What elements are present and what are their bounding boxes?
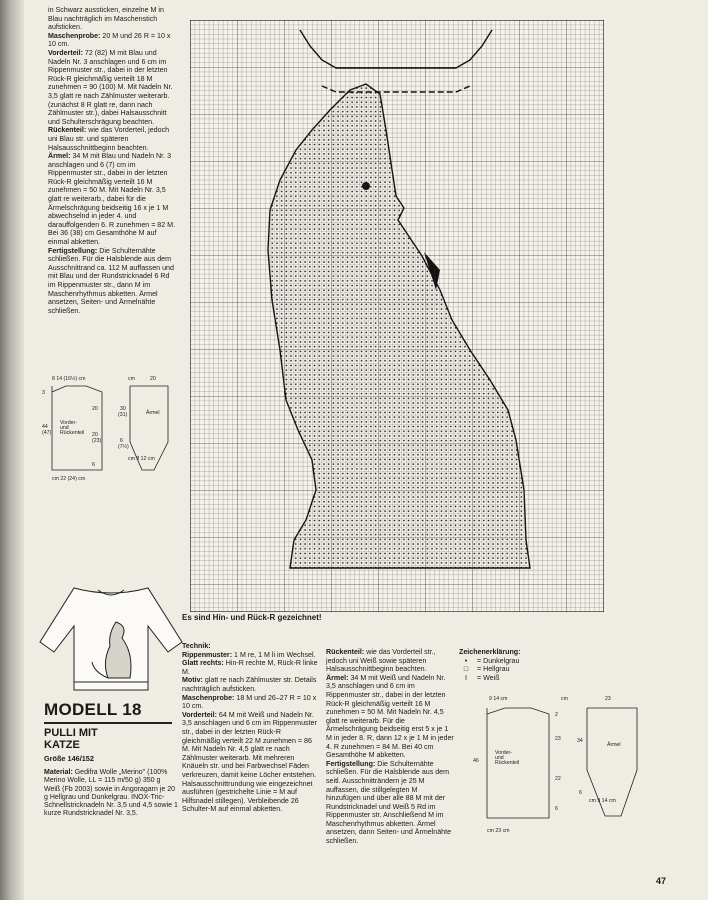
svg-text:Ärmel: Ärmel [607,742,621,748]
instructions-column-c [326,648,454,846]
para: Ärmel: 34 M mit Blau und Nadeln Nr. 3 anschlagen und 6 (7) cm im Rippenmuster str., dabei in der letzten Rück-R gleichmäßig verteilt 16 M zunehmen = 50 M. Mit Nadeln Nr. 3,5 glatt re weiterarb., dabei für die Ärmelschrägung beidseitig 16 x je 1 M abwechselnd in jeder 4. und darauffolgenden 6. R zunehmen = 82 M. Bei 36 (38) cm Gesamthöhe M auf einmal abketten. [48,152,176,247]
bar-symbol-icon: I [465,673,467,682]
para: Technik: [182,642,211,650]
page-spine-shadow [0,0,24,900]
legend-item: I = Weiß [459,674,579,683]
svg-text:cm 22 (24) cm: cm 22 (24) cm [52,476,86,482]
svg-text:22: 22 [555,776,561,782]
svg-text:und: und [60,425,69,431]
para: Rückenteil: wie das Vorderteil, jedoch uni Blau str. und späteren Halsausschnittbeginn beachten. [48,126,170,152]
svg-text:6: 6 [92,462,95,468]
svg-text:20: 20 [92,432,98,438]
svg-text:30: 30 [120,406,126,412]
svg-text:2: 2 [555,712,558,718]
svg-text:23: 23 [555,736,561,742]
svg-text:cm: cm [128,376,135,382]
size-label: Größe 146/152 [44,754,94,763]
svg-text:46: 46 [473,758,479,764]
para: Ärmel: 34 M mit Weiß und Nadeln Nr. 3,5 anschlagen und 6 cm im Rippenmuster str., dabei in der letzten Rück-R gleichmäßig verteilt 16 M zunehmen = 50 M. Mit Nadeln Nr. 4,5 glatt re weiterarb. Für die Ärmelschrägung beidseitig erst 5 x je 1 M in jeder 8. R, dann 12 x je 1 M in jeder 4. R zunehmen = 84 M. Bei 40 cm Gesamthöhe M abketten. [326,673,454,760]
title-divider [44,722,172,724]
legend [459,648,579,682]
para: Fertigstellung: Die Schulternähte schließen. Für die Halsblende aus dem Ausschnittrand ca. 112 M auffassen und mit Blau und der Rundstricknadel 6 Rd im Rippenmuster str., dann M im Maschenrhythmus abketten. Ärmel ansetzen, Seiten- und Ärmelnähte schließen. [48,246,174,315]
model-title: MODELL 18 [44,700,142,719]
knitting-chart [190,20,604,612]
para: Maschenprobe: 18 M und 26–27 R = 10 x 10 cm. [182,693,317,711]
svg-text:3: 3 [42,390,45,396]
svg-text:Vorder-: Vorder- [495,750,513,756]
svg-text:cm 23 cm: cm 23 cm [487,828,510,834]
svg-text:(31): (31) [118,412,128,418]
svg-text:(47): (47) [42,430,52,436]
para: in Schwarz aussticken, einzelne M in Blau nachträglich im Maschenstich aufsticken. [48,6,164,32]
para: Motiv: glatt re nach Zählmuster str. Details nachträglich aufsticken. [182,676,317,693]
square-symbol-icon: □ [463,665,469,674]
legend-item: • = Dunkelgrau [459,657,579,666]
schematic-diagram-left [30,372,180,484]
para: Rückenteil: wie das Vorderteil str., jedoch uni Weiß sowie späteren Halsausschnittbeginn beachten. [326,648,436,674]
svg-text:Vorder-: Vorder- [60,420,78,426]
svg-text:Rückenteil: Rückenteil [60,430,85,436]
para: Maschenprobe: 20 M und 26 R = 10 x 10 cm. [48,31,171,49]
instructions-column-a [48,6,176,315]
svg-text:8 14 (16½) cm: 8 14 (16½) cm [52,376,86,382]
cat-sweater-illustration [36,582,186,694]
instructions-column-b [182,642,320,814]
material-text: Material: Gedifra Wolle „Merino" (100% Merino Wolle, LL = 115 m/50 g) 350 g Weiß (Fb 2003) sowie in Angoragarn je 20 g Hellgrau und Dunkelgrau. INOX-Tric-Schnellstricknadeln Nr. 3,5 und 4,5 sowie 1 kurze Rundstricknadel Nr. 3,5. [44,769,178,818]
chart-caption: Es sind Hin- und Rück-R gezeichnet! [182,613,322,622]
svg-text:6: 6 [120,438,123,444]
svg-text:34: 34 [577,738,583,744]
svg-text:Rückenteil: Rückenteil [495,760,520,766]
svg-text:23: 23 [605,696,611,702]
schematic-diagram-right [459,690,659,836]
svg-text:(23): (23) [92,438,102,444]
dot-symbol-icon: • [464,656,468,665]
para: Rippenmuster: 1 M re, 1 M li im Wechsel. [182,650,316,659]
model-name: PULLI MIT KATZE [44,727,98,751]
para: Fertigstellung: Die Schulternähte schließen. Für die Halsblende aus dem seitl. Ausschnitträndern je 25 M auffassen, die stillgelegten M hinzufügen und über alle 88 M mit der Rundstricknadel und Weiß 5 Rd im Rippenmuster str. Anschließend M im Maschenrhythmus abketten. Ärmel ansetzen, dann Seiten- und Ärmelnähte schließen. [326,759,452,846]
svg-text:6: 6 [579,790,582,796]
para: Glatt rechts: Hin-R rechte M, Rück-R linke M. [182,659,318,676]
svg-text:20: 20 [92,406,98,412]
svg-text:9 14 cm: 9 14 cm [489,696,508,702]
svg-text:20: 20 [150,376,156,382]
para: Vorderteil: 64 M mit Weiß und Nadeln Nr. 3,5 anschlagen und 6 cm im Rippenmuster str., dabei in der letzten Rück-R gleichmäßig verteilt 22 M zunehmen = 86 M. Mit Nadeln Nr. 4,5 glatt re nach Zählmuster weiterarb. Mit mehreren Knäueln str. und bei Farbwechsel Fäden verkreuzen, damit keine Löcher entstehen. Halsausschnittrundung wie eingezeichnet ausführen (gestrichelte Linie = M auf Hilfsnadel stillegen). Verbleibende 26 Schulter-M auf einmal abketten. [182,710,317,814]
legend-item: □ = Hellgrau [459,665,579,674]
svg-text:cm: cm [561,696,568,702]
para: Vorderteil: 72 (82) M mit Blau und Nadeln Nr. 3 anschlagen und 6 cm im Rippenmuster str., dabei in der letzten Rück-R gleichmäßig verteilt 18 M zunehmen = 90 (100) M. Mit Nadeln Nr. 3,5 glatt re nach Zählmuster weiterarb. (zunächst 8 R glatt re, dann nach Zählmuster str.), dabei Halsausschnitt und Schulterschrägung beachten. [48,48,173,126]
svg-text:und: und [495,755,504,761]
page-number: 47 [656,876,667,886]
svg-text:(7½): (7½) [118,444,129,450]
svg-text:6: 6 [555,806,558,812]
svg-text:44: 44 [42,424,48,430]
legend-title: Zeichenerklärung: [459,648,521,656]
svg-text:cm 8 12 cm: cm 8 12 cm [128,456,155,462]
svg-text:cm 9 14 cm: cm 9 14 cm [589,798,616,804]
svg-text:Ärmel: Ärmel [146,410,160,416]
